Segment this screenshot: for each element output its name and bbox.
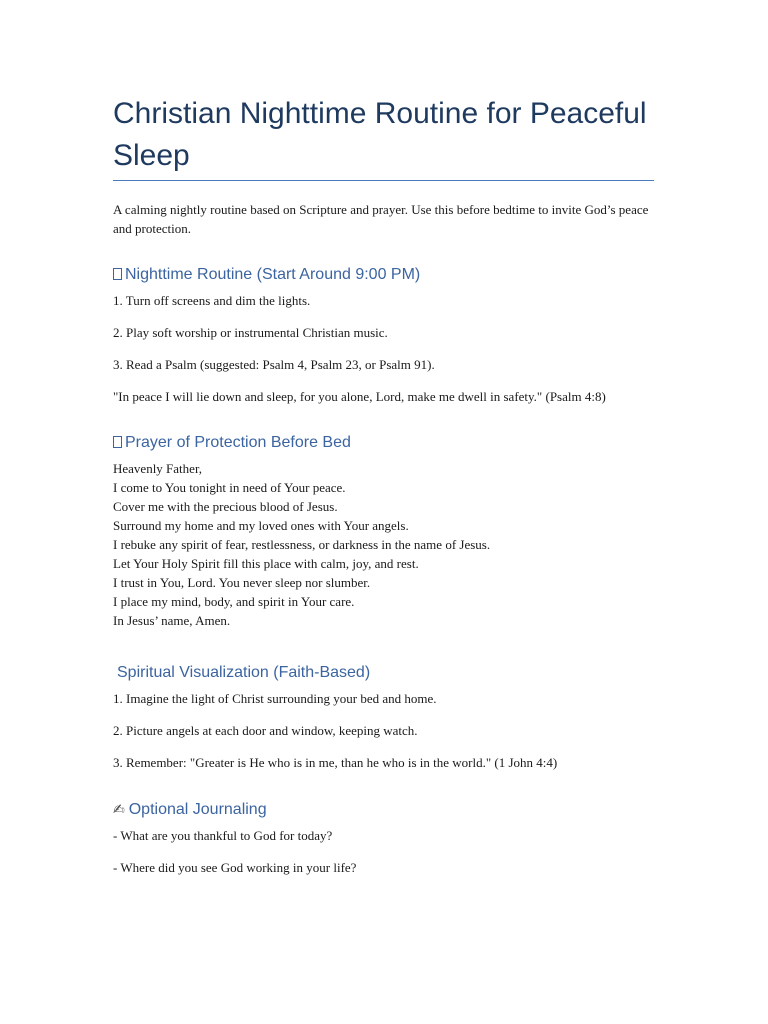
visualization-step-3: 3. Remember: "Greater is He who is in me, than he who is in the world." (1 John 4:4) [113, 755, 558, 770]
intro-paragraph: A calming nightly routine based on Scripture and prayer. Use this before bedtime to invite God’s peace and protection. [113, 202, 649, 236]
prayer-line: In Jesus’ name, Amen. [113, 613, 231, 628]
routine-step-1: 1. Turn off screens and dim the lights. [113, 293, 311, 308]
missing-glyph-icon [113, 436, 122, 448]
section-journaling [113, 799, 658, 877]
section-heading-routine [113, 265, 658, 285]
visualization-step-1: 1. Imagine the light of Christ surrounding your bed and home. [113, 691, 437, 706]
section-heading-routine-text: Nighttime Routine (Start Around 9:00 PM) [125, 266, 421, 283]
title-underline [113, 180, 654, 181]
routine-psalm-quote: "In peace I will lie down and sleep, for you alone, Lord, make me dwell in safety." (Psalm 4:8) [113, 389, 606, 404]
journaling-prompt-2: - Where did you see God working in your life? [113, 860, 357, 875]
prayer-text [113, 459, 658, 630]
section-heading-journaling-text: Optional Journaling [128, 801, 267, 818]
routine-step-2: 2. Play soft worship or instrumental Christian music. [113, 325, 388, 340]
document-title: Christian Nighttime Routine for Peaceful Sleep [113, 97, 647, 172]
prayer-line: I place my mind, body, and spirit in Your care. [113, 594, 355, 609]
prayer-line: Let Your Holy Spirit fill this place with calm, joy, and rest. [113, 556, 419, 571]
prayer-line: Heavenly Father, [113, 461, 203, 476]
section-visualization [113, 663, 658, 772]
visualization-step-2: 2. Picture angels at each door and window, keeping watch. [113, 723, 418, 738]
prayer-line: Surround my home and my loved ones with Your angels. [113, 518, 409, 533]
prayer-line: I trust in You, Lord. You never sleep nor slumber. [113, 575, 371, 590]
prayer-line: I rebuke any spirit of fear, restlessness, or darkness in the name of Jesus. [113, 537, 491, 552]
section-heading-prayer [113, 433, 658, 453]
section-heading-prayer-text: Prayer of Protection Before Bed [125, 434, 351, 451]
section-heading-visualization-text: Spiritual Visualization (Faith-Based) [117, 664, 371, 681]
section-heading-journaling [113, 799, 658, 820]
journaling-prompt-1: - What are you thankful to God for today? [113, 828, 333, 843]
prayer-line: I come to You tonight in need of Your peace. [113, 480, 346, 495]
document-page [113, 93, 658, 890]
missing-glyph-icon [113, 268, 122, 280]
section-routine [113, 265, 658, 406]
section-heading-visualization [113, 663, 658, 683]
section-prayer [113, 433, 658, 630]
routine-step-3: 3. Read a Psalm (suggested: Psalm 4, Psalm 23, or Psalm 91). [113, 357, 435, 372]
prayer-line: Cover me with the precious blood of Jesus. [113, 499, 338, 514]
writing-hand-icon: ✍ [113, 801, 125, 817]
